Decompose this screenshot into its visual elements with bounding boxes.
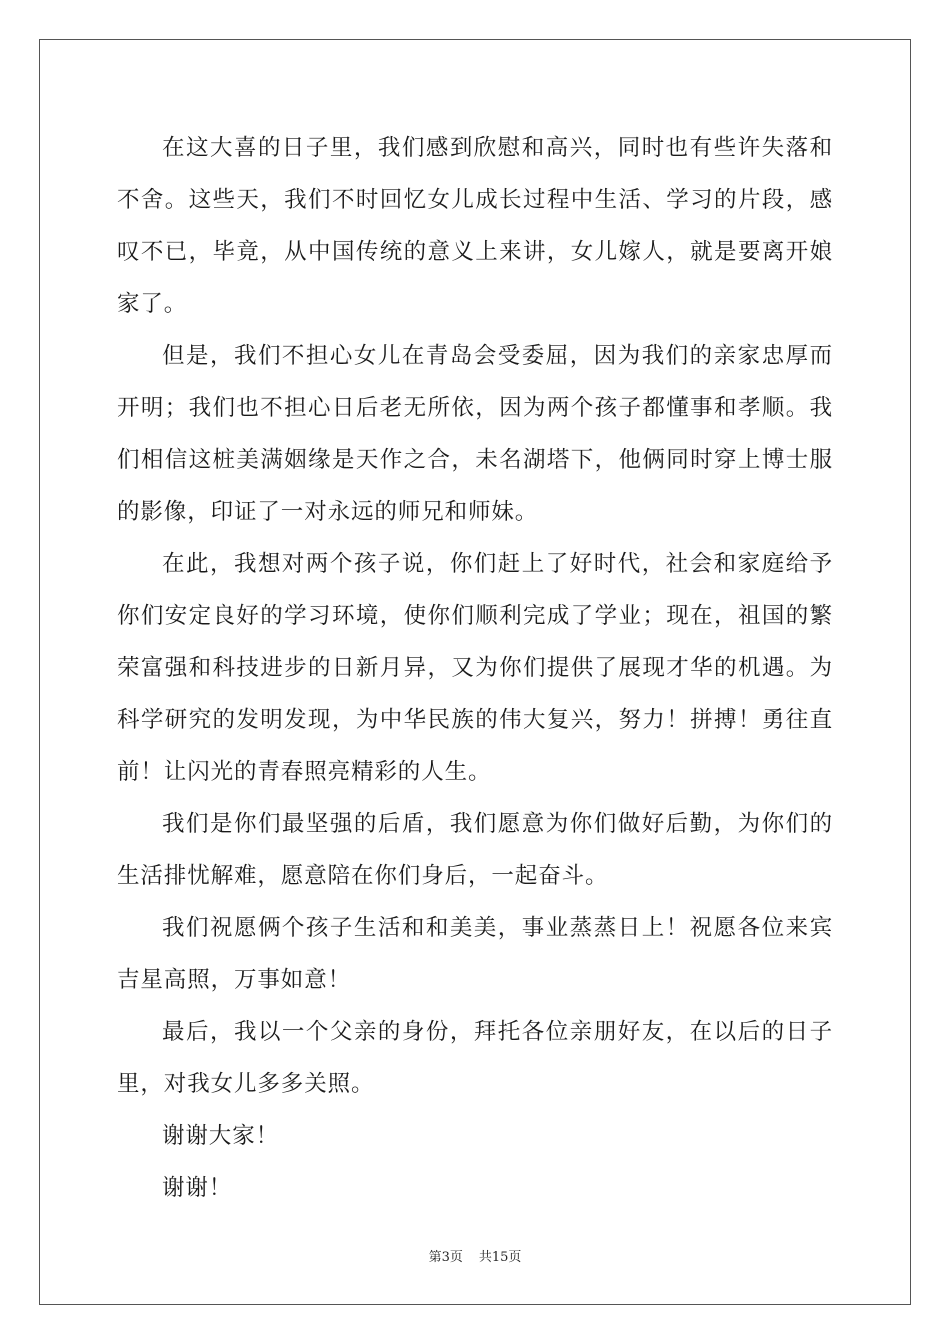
paragraph: 在此，我想对两个孩子说，你们赶上了好时代，社会和家庭给予你们安定良好的学习环境，使你们顺利完成了学业；现在，祖国的繁荣富强和科技进步的日新月异，又为你们提供了展现才华的机遇。为科学研究的发明发现，为中华民族的伟大复兴，努力！拼搏！勇往直前！让闪光的青春照亮精彩的人生。	[117, 551, 833, 785]
page-total: 共15页	[478, 1250, 522, 1265]
paragraph: 但是，我们不担心女儿在青岛会受委屈，因为我们的亲家忠厚而开明；我们也不担心日后老无所依，因为两个孩子都懂事和孝顺。我们相信这桩美满姻缘是天作之合，未名湖塔下，他俩同时穿上博士服的影像，印证了一对永远的师兄和师妹。	[117, 343, 833, 525]
paragraph: 谢谢！	[162, 1175, 233, 1201]
paragraph: 在这大喜的日子里，我们感到欣慰和高兴，同时也有些许失落和不舍。这些天，我们不时回忆女儿成长过程中生活、学习的片段，感叹不已，毕竟，从中国传统的意义上来讲，女儿嫁人，就是要离开娘家了。	[117, 135, 833, 317]
paragraph: 我们是你们最坚强的后盾，我们愿意为你们做好后勤，为你们的生活排忧解难，愿意陪在你们身后，一起奋斗。	[117, 811, 833, 889]
page-footer	[0, 1248, 950, 1268]
paragraph: 最后，我以一个父亲的身份，拜托各位亲朋好友，在以后的日子里，对我女儿多多关照。	[117, 1019, 833, 1097]
paragraph: 谢谢大家！	[162, 1123, 280, 1149]
page-number: 第3页	[428, 1250, 463, 1265]
document-body	[117, 122, 833, 1214]
paragraph: 我们祝愿俩个孩子生活和和美美，事业蒸蒸日上！祝愿各位来宾吉星高照，万事如意！	[117, 915, 833, 993]
